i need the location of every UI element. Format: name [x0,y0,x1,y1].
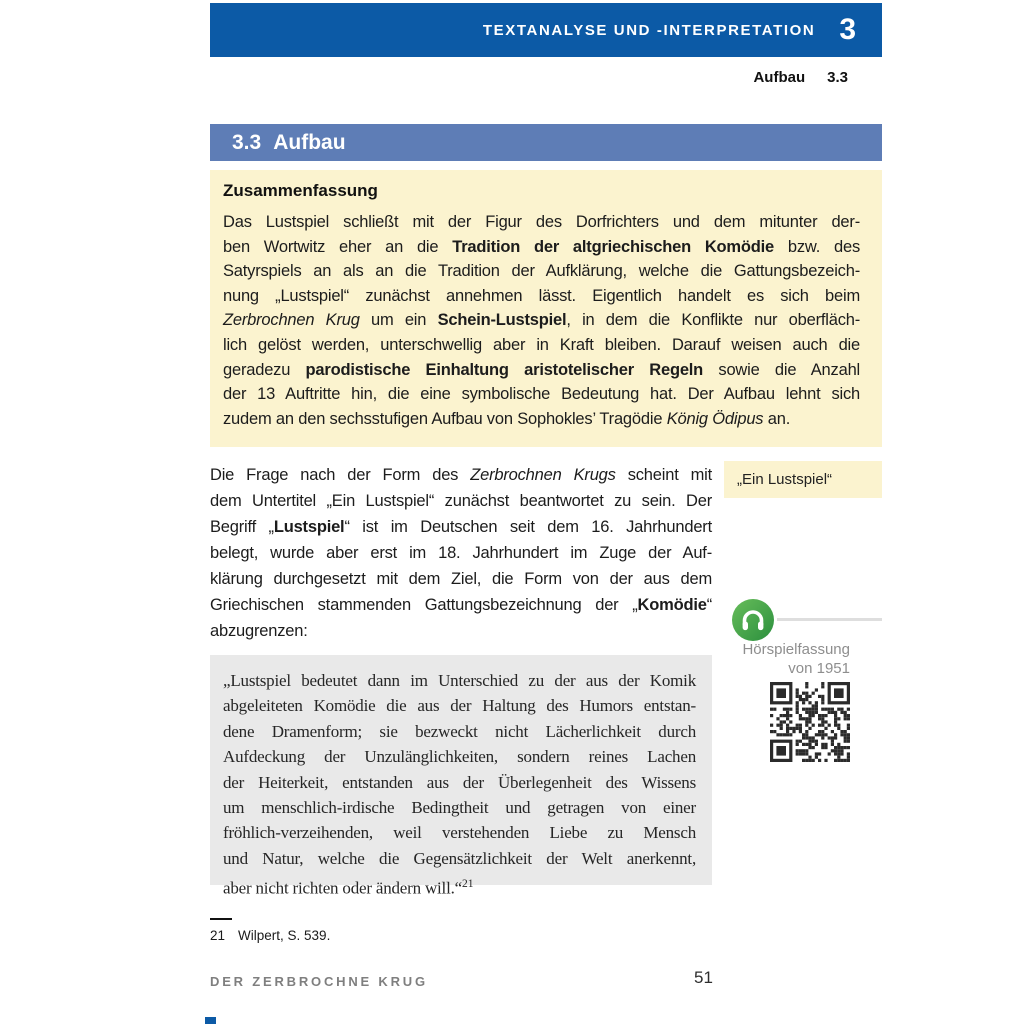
footnote [210,928,330,943]
section-heading-bar [210,124,882,161]
footnote-text: Wilpert, S. 539. [238,928,331,943]
text-line: „Lustspiel bedeutet dann im Unterschied zu der aus der Komik [223,671,696,690]
text-line: Satyrspiels an als an die Tradition der Aufklärung, welche die Gattungsbezeich- [223,262,860,281]
chapter-header-bar [210,3,882,57]
text-line: lich gelöst werden, unterschwellig aber in Kraft bleiben. Darauf weisen auch die [223,335,860,354]
audio-caption-line2: von 1951 [788,660,850,677]
text-line: um menschlich-irdische Bedingtheit und getragen von einer [223,798,696,818]
summary-title: Zusammenfassung [223,181,378,200]
chapter-number: 3 [839,13,856,46]
breadcrumb [210,69,882,86]
text-line: fröhlich-verzeihenden, weil verstehenden Liebe zu Mensch [223,823,696,843]
text-line: abzugrenzen: [210,622,308,640]
next-page-edge [205,1017,216,1024]
body-paragraph [210,462,712,644]
text-line: aber nicht richten oder ändern will.“$^{21}$ [223,877,474,898]
text-line: Aufdeckung der Unzulänglichkeiten, sondern reines Lachen [223,747,696,767]
footer-book-title: DER ZERBROCHNE KRUG [210,974,428,989]
text-line: zudem an den sechsstufigen Aufbau von Sophokles’ Tragödie König Ödipus an. [223,409,791,428]
text-line: der Heiterkeit, entstanden aus der Überlegenheit des Wissens [223,772,696,792]
qr-code [770,682,850,762]
page-number: 51 [694,968,713,987]
quote-box [210,655,712,898]
text-line: geradezu parodistische Einhaltung aristotelischer Regeln sowie die Anzahl [223,360,861,379]
audio-caption [718,640,850,678]
text-line: dem Untertitel „Ein Lustspiel“ zunächst beantwortet zu sein. Der [210,492,712,510]
text-line: Griechischen stammenden Gattungsbezeichnung der „Komödie“ [210,596,712,614]
text-line: Das Lustspiel schließt mit der Figur des Dorfrichters und dem mitunter der- [223,213,860,231]
section-title: Aufbau [273,130,346,154]
text-line: dene Dramenform; sie bezweckt nicht Lächerlichkeit durch [223,721,696,741]
breadcrumb-section-label: Aufbau [753,69,806,86]
summary-text [223,210,860,431]
text-line: Begriff „Lustspiel“ ist im Deutschen seit dem 16. Jahrhundert [210,518,712,536]
text-line: belegt, wurde aber erst im 18. Jahrhundert im Zuge der Auf- [210,544,712,562]
breadcrumb-section-number: 3.3 [827,69,848,86]
text-line: ben Wortwitz eher an die Tradition der altgriechischen Komödie bzw. des [223,237,860,256]
audio-divider-line [777,618,882,621]
text-line: klärung durchgesetzt mit dem Ziel, die Form von der aus dem [210,570,712,588]
text-line: Die Frage nach der Form des Zerbrochnen Krugs scheint mit [210,466,712,484]
summary-box [210,170,882,447]
text-line: Zerbrochnen Krug um ein Schein-Lustspiel, in dem die Konflikte nur oberfläch- [223,311,861,330]
audio-caption-line1: Hörspielfassung [742,641,850,658]
text-line: nung „Lustspiel“ zunächst annehmen lässt. Eigentlich handelt es sich beim [223,286,860,305]
margin-note [724,461,882,498]
margin-note-label: „Ein Lustspiel“ [737,471,833,488]
text-line: der 13 Auftritte hin, die eine symbolische Bedeutung hat. Der Aufbau lehnt sich [223,385,860,404]
text-line: abgeleiteten Komödie die aus der Haltung des Humors entstan- [223,696,696,716]
footnote-number: 21 [210,928,226,943]
headphones-icon [731,598,775,642]
chapter-header-title: TEXTANALYSE UND -INTERPRETATION [482,21,816,39]
section-number: 3.3 [232,130,262,154]
text-line: und Natur, welche die Gegensätzlichkeit der Welt anerkennt, [223,848,696,868]
footnote-rule [210,918,232,920]
